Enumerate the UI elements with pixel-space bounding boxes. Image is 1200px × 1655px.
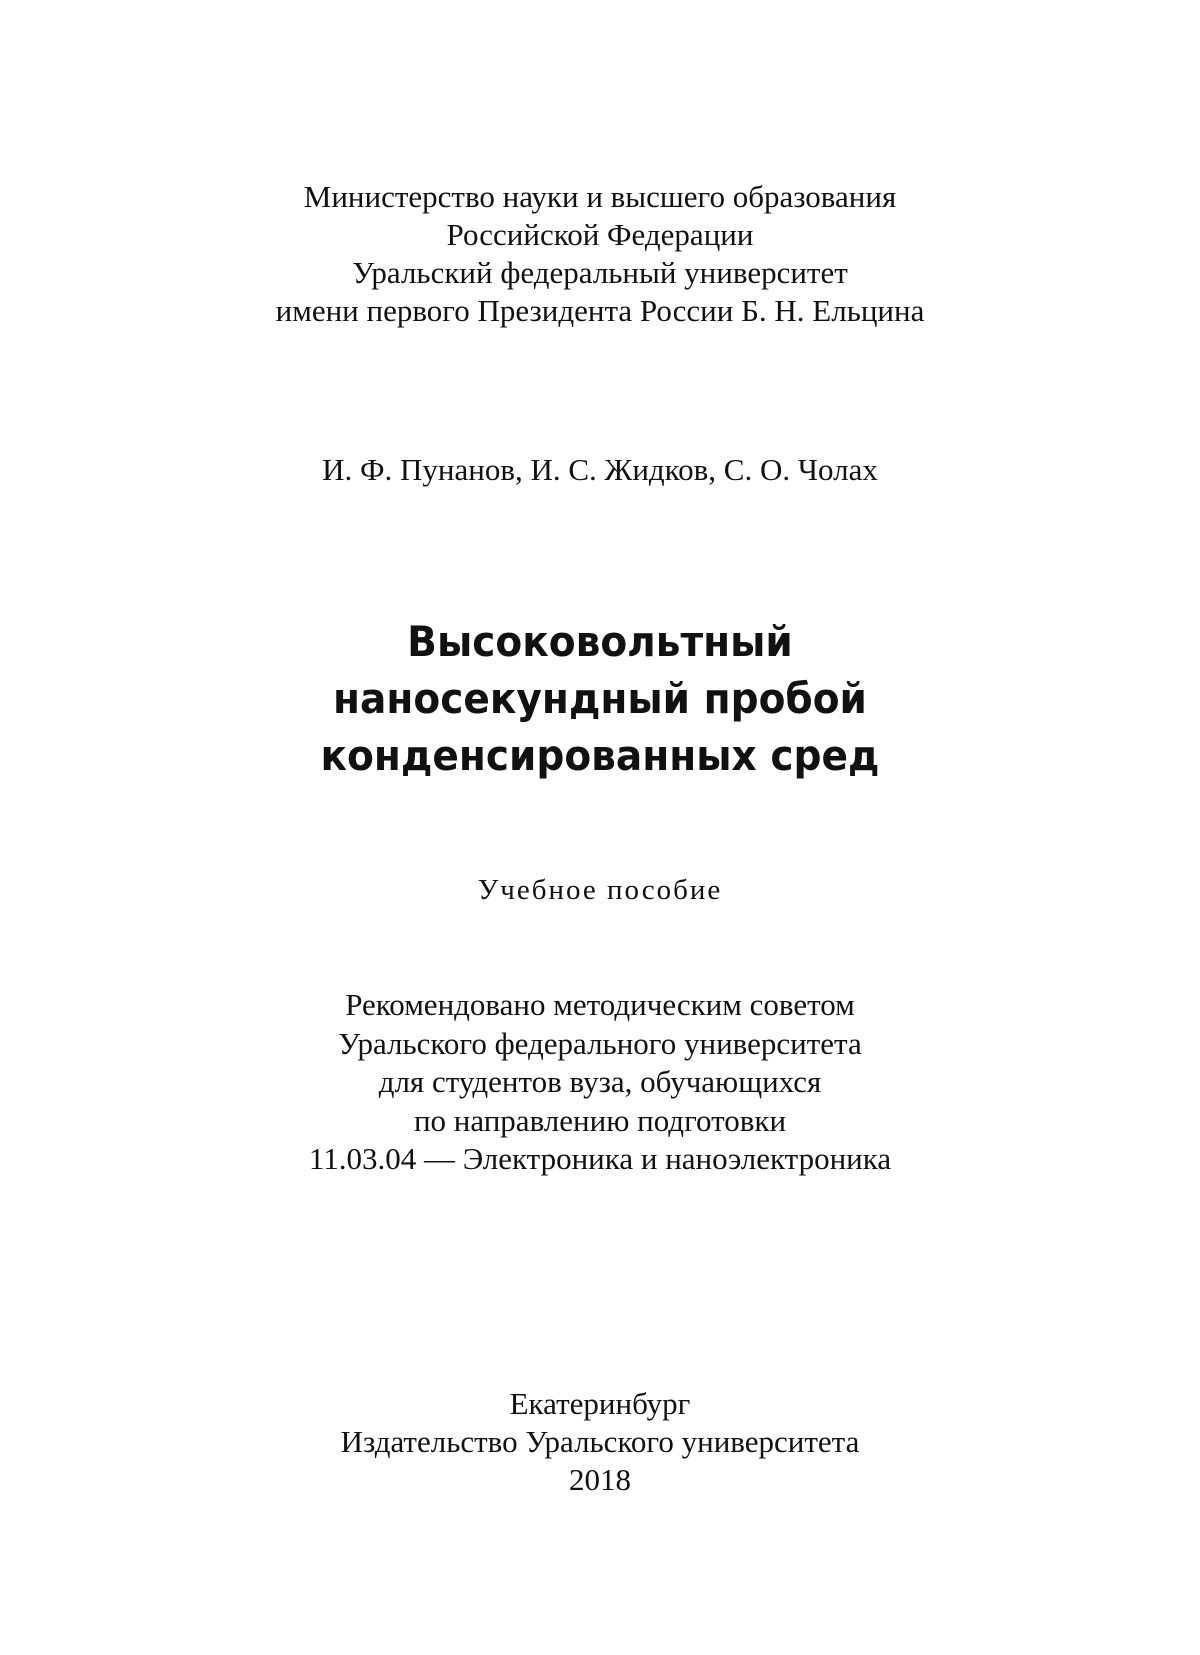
authors: И. Ф. Пунанов, И. С. Жидков, С. О. Чолах xyxy=(322,452,878,487)
book-title-line: наносекундный пробой xyxy=(333,674,867,723)
institution-block xyxy=(0,178,1200,330)
imprint-year: 2018 xyxy=(569,1462,631,1497)
recommendation-block xyxy=(0,986,1200,1179)
subtitle-block xyxy=(0,872,1200,908)
authors-block xyxy=(0,451,1200,489)
institution-line: Уральский федеральный университет xyxy=(352,255,848,290)
recommendation-line: по направлению подготовки xyxy=(413,1102,787,1138)
book-title xyxy=(42,613,1158,784)
recommendation-line: для студентов вуза, обучающихся xyxy=(378,1064,822,1099)
institution-line: имени первого Президента России Б. Н. Ельцина xyxy=(275,293,925,328)
subtitle: Учебное пособие xyxy=(477,874,723,906)
imprint-city: Екатеринбург xyxy=(509,1386,691,1421)
imprint-block xyxy=(0,1385,1200,1499)
institution-line: Министерство науки и высшего образования xyxy=(303,179,897,214)
book-title-line: конденсированных сред xyxy=(320,731,880,780)
recommendation-line: Уральского федерального университета xyxy=(338,1025,862,1061)
imprint-publisher: Издательство Уральского университета xyxy=(340,1424,860,1459)
book-title-line: Высоковольтный xyxy=(407,617,793,666)
institution-line: Российской Федерации xyxy=(446,217,754,252)
recommendation-line: 11.03.04 — Электроника и наноэлектроника xyxy=(308,1141,892,1176)
recommendation-line: Рекомендовано методическим советом xyxy=(345,987,855,1022)
